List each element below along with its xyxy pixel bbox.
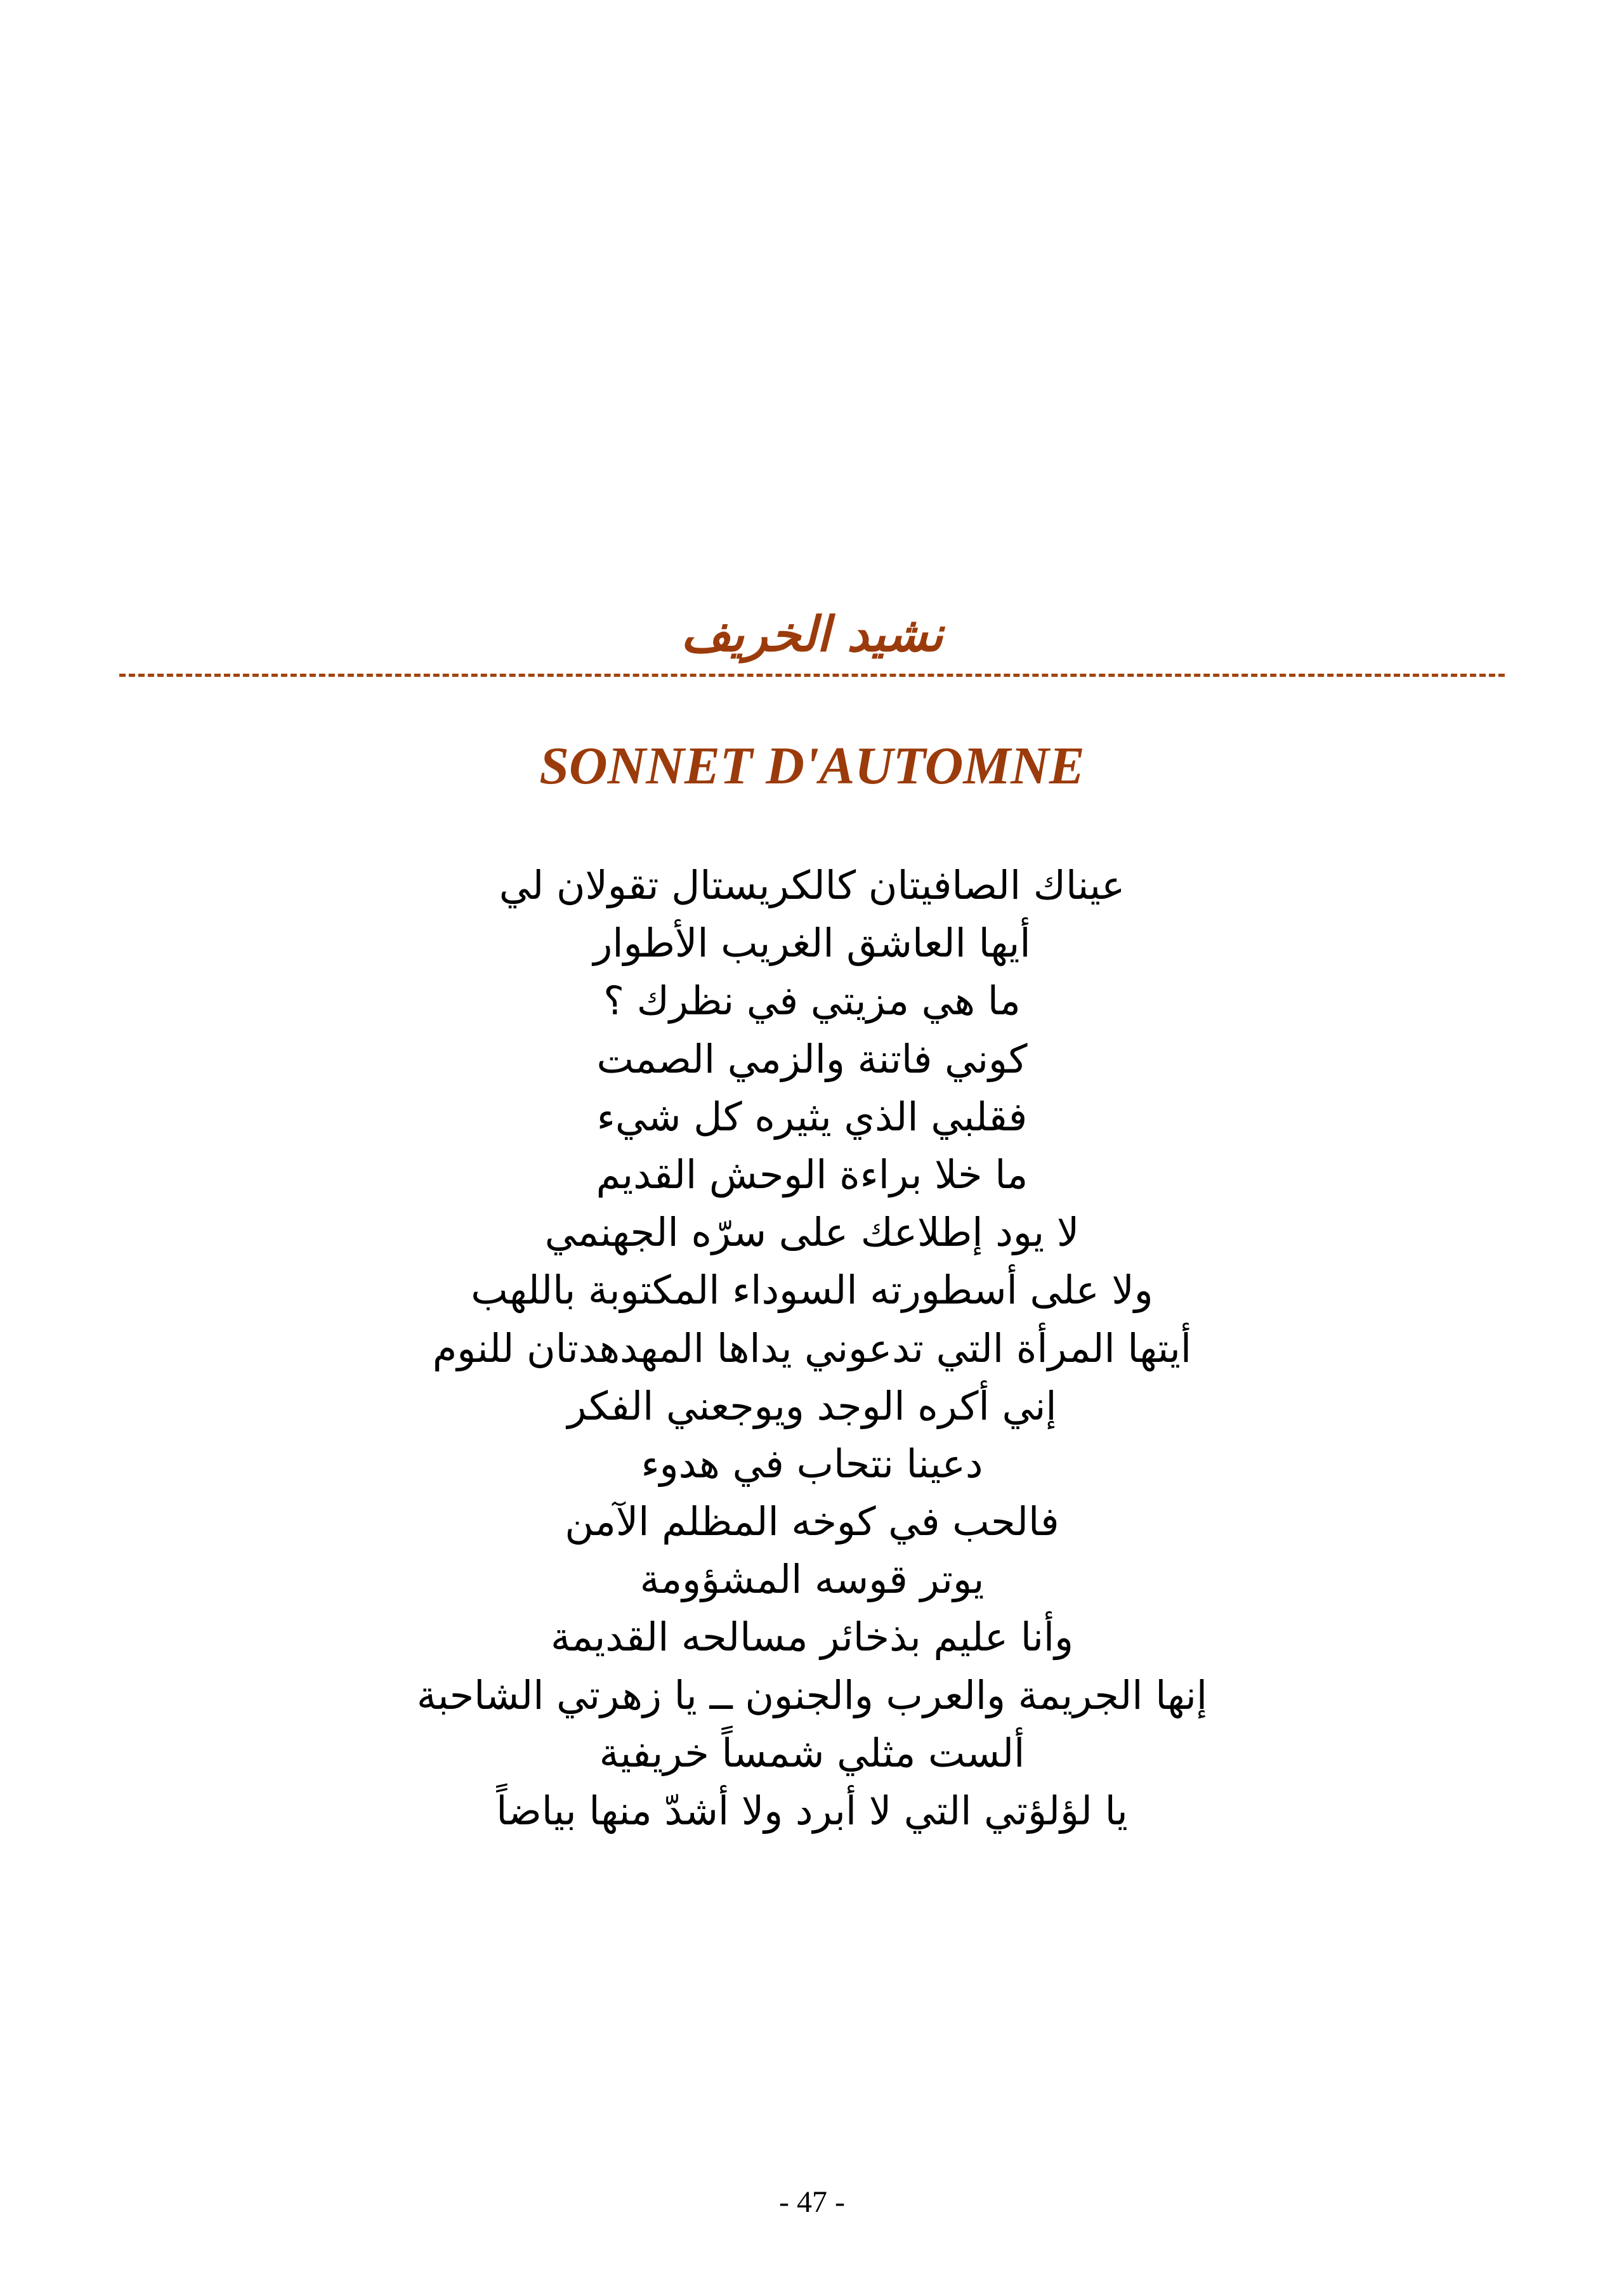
poem-line: وأنا عليم بذخائر مسالحه القديمة: [550, 1614, 1074, 1661]
dashed-divider: [119, 674, 1505, 677]
poem-line: ولا على أسطورته السوداء المكتوبة باللهب: [471, 1267, 1153, 1314]
poem-line: فالحب في كوخه المظلم الآمن: [565, 1498, 1059, 1545]
arabic-title: نشيد الخريف: [681, 606, 943, 662]
poem-line: يوتر قوسه المشؤومة: [639, 1556, 985, 1603]
poem-body: [0, 856, 1624, 1840]
poem-line: كوني فاتنة والزمي الصمت: [596, 1035, 1028, 1082]
poem-line: يا لؤلؤتي التي لا أبرد ولا أشدّ منها بياضاً: [496, 1788, 1128, 1834]
poem-line: ألست مثلي شمساً خريفية: [599, 1729, 1025, 1776]
page-number: - 47 -: [779, 2185, 845, 2219]
poem-line: أيها العاشق الغريب الأطوار: [593, 920, 1031, 967]
french-title: SONNET D'AUTOMNE: [539, 736, 1085, 795]
poem-line: ما خلا براءة الوحش القديم: [596, 1151, 1028, 1198]
poem-line: دعينا نتحاب في هدوء: [641, 1440, 983, 1487]
poem-line: لا يود إطلاعك على سرّه الجهنمي: [544, 1209, 1080, 1256]
poem-line: عيناك الصافيتان كالكريستال تقولان لي: [499, 862, 1125, 908]
poem-line: أيتها المرأة التي تدعوني يداها المهدهدتان للنوم: [432, 1324, 1192, 1371]
poem-line: إنها الجريمة والعرب والجنون ــ يا زهرتي الشاحبة: [416, 1671, 1208, 1718]
poem-line: فقلبي الذي يثيره كل شيء: [596, 1093, 1028, 1140]
poem-line: ما هي مزيتي في نظرك ؟: [603, 978, 1021, 1024]
poem-line: إني أكره الوجد ويوجعني الفكر: [567, 1382, 1057, 1429]
